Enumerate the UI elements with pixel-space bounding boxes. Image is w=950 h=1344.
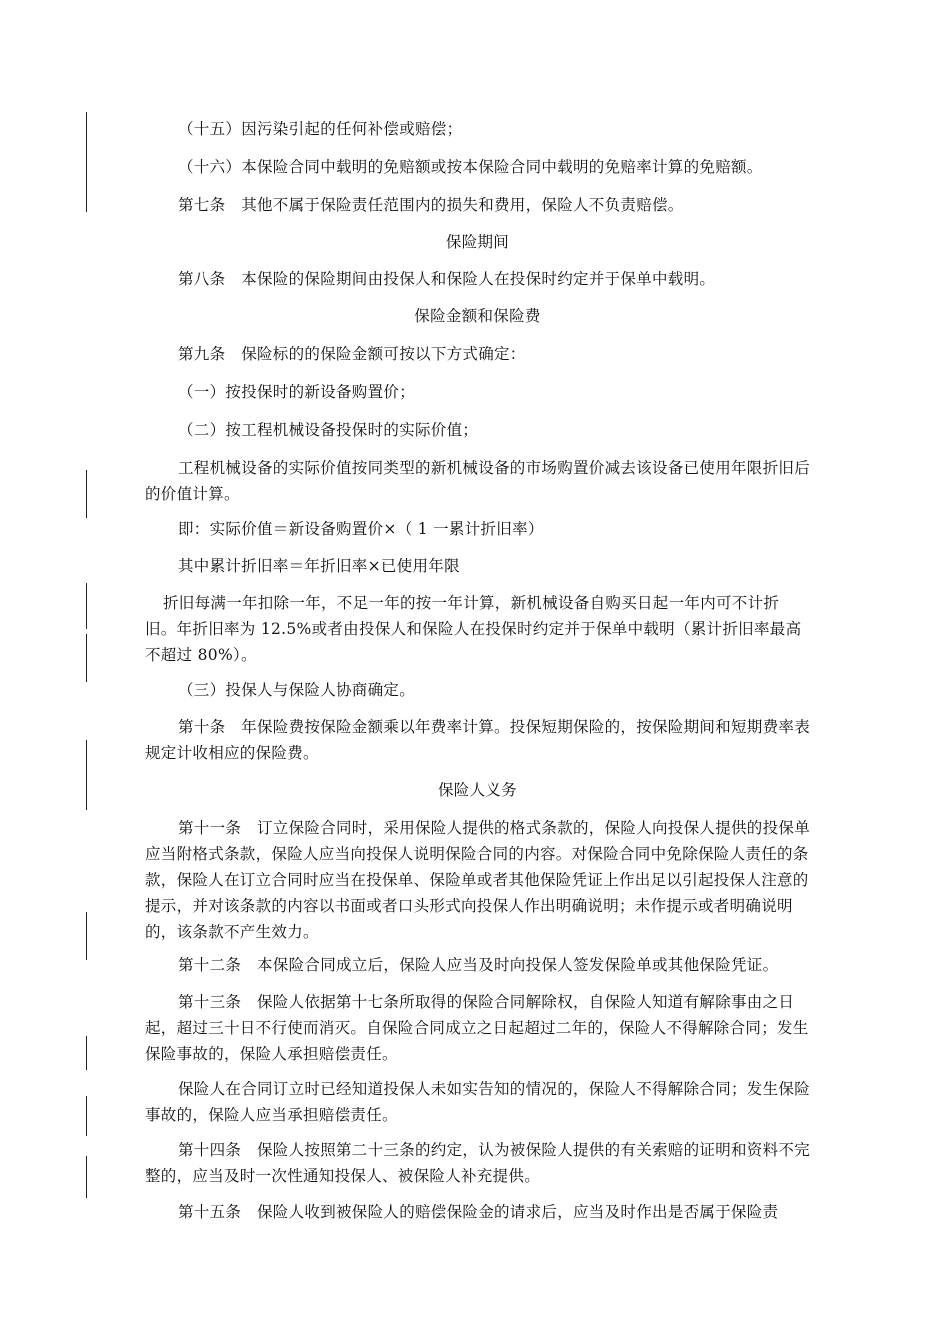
paragraph: （三）投保人与保险人协商确定。 [178, 681, 416, 699]
section-heading: 保险期间 [445, 233, 510, 251]
paragraph: 保险人在合同订立时已经知道投保人未如实告知的情况的，保险人不得解除合同；发生保险事故的，保险人应当承担赔偿责任。 [145, 1080, 811, 1124]
revision-bar [86, 583, 87, 629]
paragraph: 第七条 其他不属于保险责任范围内的损失和费用，保险人不负责赔偿。 [178, 196, 684, 214]
paragraph: 工程机械设备的实际价值按同类型的新机械设备的市场购置价减去该设备已使用年限折旧后的价值计算。 [145, 459, 811, 503]
revision-bar [86, 634, 87, 682]
revision-bar [86, 470, 87, 518]
section-heading: 保险金额和保险费 [414, 307, 541, 325]
paragraph: 第十条 年保险费按保险金额乘以年费率计算。投保短期保险的，按保险期间和短期费率表规定计收相应的保险费。 [145, 718, 811, 762]
paragraph: （一）按投保时的新设备购置价； [178, 383, 416, 401]
paragraph: （二）按工程机械设备投保时的实际价值； [178, 421, 479, 439]
paragraph: 第十五条 保险人收到被保险人的赔偿保险金的请求后，应当及时作出是否属于保险责 [178, 1203, 779, 1221]
paragraph: 第十四条 保险人按照第二十三条的约定，认为被保险人提供的有关索赔的证明和资料不完整的，应当及时一次性通知投保人、被保险人补充提供。 [145, 1141, 811, 1185]
paragraph: （十六）本保险合同中载明的免赔额或按本保险合同中载明的免赔率计算的免赔额。 [178, 158, 763, 176]
paragraph: 第十一条 订立保险合同时，采用保险人提供的格式条款的，保险人向投保人提供的投保单应当附格式条款，保险人应当向投保人说明保险合同的内容。对保险合同中免除保险人责任的条款，保险人在订立合同时应当在投保单、保险单或者其他保险凭证上作出足以引起投保人注意的提示，并对该条款的内容以书面或者口头形式向投保人作出明确说明；未作提示或者明确说明的，该条款不产生效力。 [145, 819, 811, 941]
paragraph: 即：实际价值＝新设备购置价×（ 1 一累计折旧率） [178, 520, 544, 538]
revision-bar [86, 1156, 87, 1198]
revision-bar [86, 1036, 87, 1070]
paragraph: 其中累计折旧率＝年折旧率×已使用年限 [178, 557, 460, 575]
revision-bar [86, 912, 87, 960]
paragraph: 第十三条 保险人依据第十七条所取得的保险合同解除权，自保险人知道有解除事由之日起，超过三十日不行使而消灭。自保险合同成立之日起超过二年的，保险人不得解除合同；发生保险事故的，保险人承担赔偿责任。 [145, 993, 809, 1063]
paragraph: 第九条 保险标的的保险金额可按以下方式确定： [178, 345, 526, 363]
revision-bar [86, 112, 87, 212]
paragraph: 折旧每满一年扣除一年，不足一年的按一年计算，新机械设备自购买日起一年内可不计折旧。年折旧率为 12.5%或者由投保人和保险人在投保时约定并于保单中载明（累计折旧率最高不超过 80%）。 [145, 594, 802, 664]
paragraph: 第八条 本保险的保险期间由投保人和保险人在投保时约定并于保单中载明。 [178, 270, 716, 288]
paragraph: （十五）因污染引起的任何补偿或赔偿； [178, 120, 463, 138]
section-heading: 保险人义务 [437, 781, 517, 799]
paragraph: 第十二条 本保险合同成立后，保险人应当及时向投保人签发保险单或其他保险凭证。 [178, 956, 779, 974]
revision-bar [86, 1096, 87, 1136]
revision-bar [86, 740, 87, 810]
